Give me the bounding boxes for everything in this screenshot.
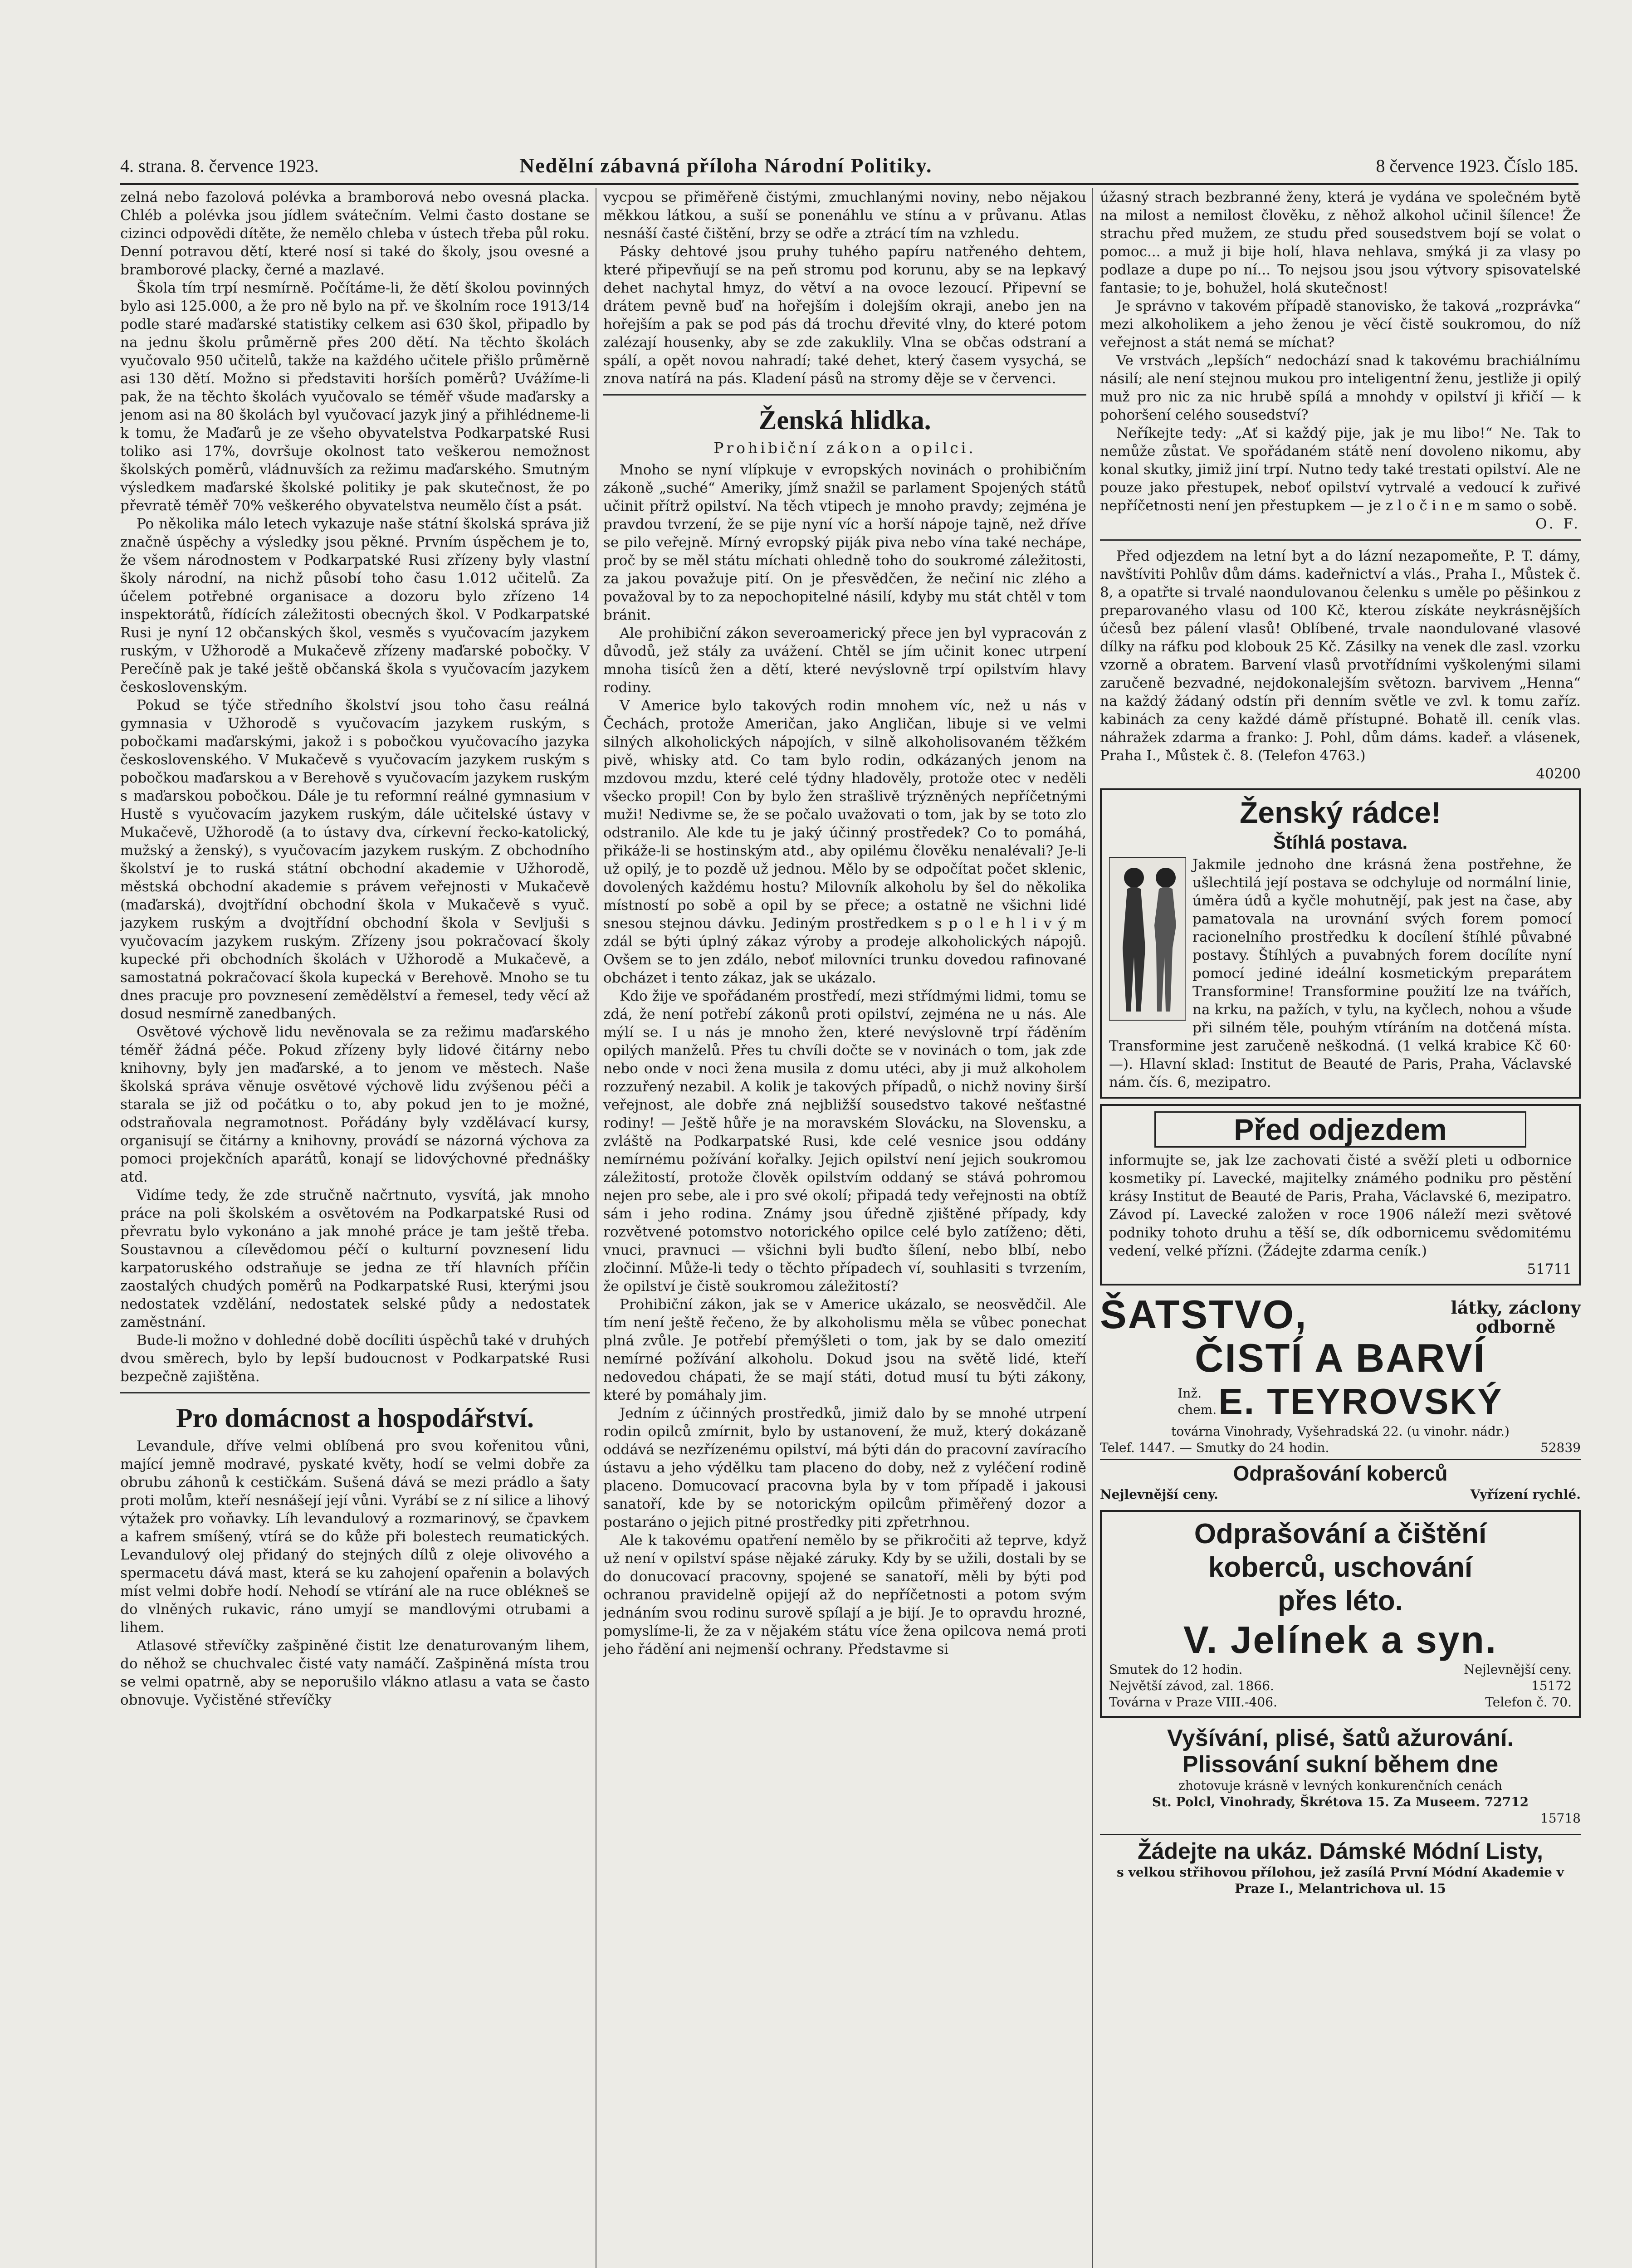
ad-info: Telefon č. 70.: [1485, 1695, 1572, 1710]
section-subtitle: Prohibiční zákon a opilci.: [713, 439, 976, 457]
ad-line: ČISTÍ A BARVÍ: [1194, 1335, 1486, 1380]
ad-vysivani: [1100, 1723, 1581, 1828]
paragraph: Mnoho se nyní vlípkuje v evropských novinách o prohibičním zákoně „suché“ Ameriky, jímž snažil se parlament Spojených států učinit přítrž opilství. Na těch vtipech je mnoho pravdy; zejména je pravdou tvrzení, že se pije nyní víc a horší nápoje tajně, než dříve se pilo veřejně. Mírný evropský piják piva nebo vína také nechápe, proč by se měl státu míchati ohledně toho do soukromé záležitosti, za jakou považuje pití. On je přesvědčen, že nečiní nic zlého a považoval by to za nepochopitelné násilí, kdyby mu stát chtěl v tom bránit.: [603, 462, 1086, 623]
section-divider: [603, 394, 1086, 396]
ad-line: Odprašování a čištění: [1194, 1518, 1487, 1549]
paragraph: vycpou se přiměřeně čistými, zmuchlanými noviny, nebo nějakou měkkou látkou, a suší se ponenáhlu ve stínu a v průvanu. Atlas nesnáší časté čištění, brzy se odře a ztrácí tím na vzhledu.: [603, 189, 1086, 242]
section-divider: [1100, 539, 1581, 541]
paragraph: Levandule, dříve velmi oblíbená pro svou kořenitou vůni, mající jemně modravé, pyskaté květy, hodí se velmi dobře za obrubu záhonů k cestičkám. Sušená dává se mezi prádlo a šaty proti molům, kteří nesnášejí její vůni. Vyrábí se z ní silice a lihový výtažek pro voňavky. Líh levandulový a rozmarinový, se čpavkem a kafrem smíšený, vtírá se do kůže při bolestech reumatických. Levandulový olej přidaný do stejných dílů z oleje olivového a spermacetu dává mast, která se ku zahojení opařenin a bolavých míst velmi dobře hodí. Nehodí se vtírání ale na ruce oblékneš se do vlněných rukavic, ráno umyjí se mandlovými otrubami a lihem.: [120, 1438, 590, 1636]
ad-line: St. Polcl, Vinohrady, Škrétova 15. Za Museem. 72712: [1152, 1794, 1529, 1809]
ad-title: Ženský rádce!: [1240, 796, 1441, 829]
column-3: [1100, 188, 1581, 2268]
header-rule: [120, 183, 1578, 185]
notice-pohl: Před odjezdem na letní byt a do lázní nezapomeňte, P. T. dámy, navštíviti Pohlův dům dáms. kadeřnictví a vlás., Praha I., Můstek č. 8, a opatřte si trvalé naondulovanou čelenku s uměle po pěšinkou z preparovaného vlasu od 100 Kč, kterou získáte neykrásnějších účesů bez pálení vlasů! Oblíbené, trvale naondulované vlasové dílky na ráfku pod klobouk 25 Kč. Zásilky na venek dle zasl. vzorku vzorně a obratem. Barvení vlasů prvotřídními vyškolenými silami zaručeně bezvadné, nejdokonalejším světozn. barvivem „Henna“ na každý žádaný odstín při denním světle ve zvl. k tomu zaříz. kabinách za ceny každé dámě přístupné. Bohatě ill. ceník vlas. náhražek zdarma a franko: J. Pohl, dům dáms. kadeř. a vlásenek, Praha I., Můstek č. 8. (Telefon 4763.): [1100, 548, 1581, 764]
ad-line: zhotovuje krásně v levných konkurenčních cenách: [1178, 1778, 1503, 1793]
paragraph: Je správno v takovém případě stanovisko, že taková „rozprávka“ mezi alkoholikem a jeho ženou je věcí čistě soukromou, do níž veřejnost a stát nemá se míchat?: [1100, 298, 1581, 351]
ad-before-departure: [1100, 1104, 1581, 1286]
paragraph: Ale prohibiční zákon severoamerický přece jen byl vypracován z důvodů, jež stály za uvážení. Chtěl se jím učinit konec utrpení mnoha tisíců žen a dětí, které nevýslovně trpí opilstvím hlavy rodiny.: [603, 625, 1086, 696]
ad-headline: ŠATSTVO,: [1100, 1292, 1308, 1337]
ad-items-2: odborně: [1476, 1316, 1556, 1337]
ad-number: 15718: [1540, 1811, 1581, 1826]
ad-number: 15172: [1531, 1678, 1572, 1693]
paragraph: Jedním z účinných prostředků, jimiž dalo by se mnohé utrpení rodin opilců zmírnit, bylo by ustanovení, že muž, který dokázaně oddává se nezřízenému opilství, má býti dán do pracovní zavíracího ústavu a jeho výdělku tam placeno do doby, než z vyléčení rodině placeno. Domucovací pracovna byla by v tom případě i jakousi sanatoří, kde by se notorickým opilcům přiměřený dozor a postaráno o jejich pitné prostředky piti zpřetrhnou.: [603, 1405, 1086, 1530]
column-rule: [1092, 188, 1093, 2268]
ad-teyrovsky: [1100, 1291, 1581, 1505]
ad-phone: Telef. 1447. — Smutky do 24 hodin.: [1100, 1440, 1329, 1455]
paragraph: V Americe bylo takových rodin mnohem víc, než u nás v Čechách, protože Američan, jako Angličan, libuje si ve velmi silných alkoholických nápojích, v silně alkoholisovaném těžkém pivě, whisky atd. Co tam bylo rodin, odkázaných jenom na mzdovou mzdu, které celé týdny hladověly, protože otec v neděli všecko propil! Con by bylo žen strašlivě trýzněných nepříčetnými muži! Nedivme se, že se počalo uvažovati o tom, jak by se toto zlo odstranilo. Ale kde tu je jaký účinný prostředek? Co to pomáhá, přikáže-li se hostinským atd., aby opilému člověku nenalévali? Je-li už opilý, je to pozdě už jednou. Mělo by se odpočítat počet sklenic, dovolených každému hostu? Milovník alkoholu by šel do několika místností po sobě a opil by se přece; a ostatně ne všichni lidé snesou stejnou dávku. Jediným prostředkem s p o l e h l i v ý m zdál se býti úplný zákaz výroby a prodeje alkoholických nápojů. Ovšem se to jen zdálo, neboť milovníci trunku dovedou rafinované obcházet i tento zákaz, jak se ukázalo.: [603, 698, 1086, 986]
paragraph: Osvětové výchově lidu nevěnovala se za režimu maďarského téměř žádná péče. Pokud zřízeny byly lidové čitárny nebo knihovny, byly jen maďarské, a to jenom ve městech. Naše školská správa věnuje osvětové výchově lidu zvýšenou péči a starala se již od počátku o to, aby pokud jen to je možné, odstraňovala negramotnost. Pořádány byly vzdělávací kursy, organisují se čitárny a knihovny, provádí se názorná výchova za pomoci projekčních aparátů, konají se lidovýchovné přednášky atd.: [120, 1024, 590, 1185]
section-divider: [120, 1392, 590, 1393]
ad-company: E. TEYROVSKÝ: [1218, 1381, 1503, 1422]
ad-footer: Odprašování koberců: [1100, 1459, 1581, 1486]
ad-number: 51711: [1527, 1261, 1572, 1277]
ad-line: Plissování sukní během dne: [1182, 1751, 1499, 1778]
paragraph: Ve vrstvách „lepších“ nedochází snad k takovému brachiálnímu násilí; ale není stejnou mukou pro inteligentní ženu, jestliže ji opilý muž pro nic za nic hrubě spílá a mnohdy v opilství ji křičí — k pohoršení celého sousedství?: [1100, 352, 1581, 423]
header-left: 4. strana. 8. července 1923.: [120, 156, 319, 176]
ad-items: látky, záclony: [1451, 1297, 1581, 1318]
paragraph: Pásky dehtové jsou pruhy tuhého papíru natřeného dehtem, které připevňují se na peň stromu pod korunu, aby se na lepkavý dehet nachytal hmyz, do větví a na ovoce lezoucí. Připevní se drátem pevně buď na hořejším i dolejším okraji, anebo jen na hořejším a pak se pod pás dá trochu dřevité vlny, do které potom zalézají housenky, aby se zde zakuklily. Vlna se občas odstraní a spálí, a opět novou nahradí; také dehet, který časem vysychá, se znova natírá na pás. Kladení pásů na stromy děje se v červenci.: [603, 244, 1086, 387]
paragraph: Kdo žije ve spořádaném prostředí, mezi střídmými lidmi, tomu se zdá, že není potřebí zákonů proti opilství, zejména ne u nás. Ale mýlí se. I u nás je mnoho žen, které nevýslovně trpí řáděním opilých manželů. Přes tu chvíli dočte se v novinách o tom, jak zde nebo onde v noci žena musila z domu utéci, aby ji muž alkoholem rozzuřený nezabil. A kolik je takových případů, o nichž noviny širší veřejnost, ale dobře zná nejbližší sousedstvo takové nešťastné rodiny! — Ještě hůře je na moravském Slovácku, na Slovensku, a zvláště na Podkarpatské Rusi, kde celé vesnice jsou oddány nemírnému požívání kořalky. Jejich opilství není jejich soukromou záležitostí, protože člověk opilstvím oddaný se stává pohromou nejen pro sebe, ale i pro své okolí; připadá tedy veřejnosti na obtíž sám i jeho rodina. Známy jsou úředně zjištěné případy, kdy rozvětvené potomstvo notorického opilce celé bylo zatíženo; děti, vnuci, pravnuci — všichni byli buďto šílení, nebo blbí, nebo zločinní. Může-li tedy o těchto případech ví, souhlasiti s tvrzením, že opilství je čistě soukromou záležitostí?: [603, 988, 1086, 1295]
paragraph: úžasný strach bezbranné ženy, která je vydána ve společném bytě na milost a nemilost člověku, z něhož alkohol učinil šílence! Že strachu před mužem, ze studu před sousedstvem bojí se volat o pomoc... a muž ji bije holí, hlava nehlava, smýká ji za vlasy po podlaze a dupe po ní... To nejsou jsou jsou výtvory spisovatelské fantasie; to je, bohužel, holá skutečnost!: [1100, 189, 1581, 296]
ad-number: 52839: [1540, 1440, 1581, 1455]
section-title-womens-watch: Ženská hlidka.: [758, 405, 931, 435]
paragraph: Škola tím trpí nesmírně. Počítáme-li, že dětí školou povinných bylo asi 125.000, a že pro ně bylo na př. ve školním roce 1913/14 podle staré maďarské statistiky celkem asi 630 škol, připadlo by na jednu školu průměrně přes 200 dětí. Na těchto školách vyučovalo 950 učitelů, takže na každého učitele přišlo průměrně asi 130 dětí. Možno si představiti horších poměrů? Uvážíme-li pak, že na těchto školách vyučovalo se téměř všude maďarsky a jenom asi na 80 školách byl vyučovací jazyk jiný a přihlédneme-li k tomu, že Maďarů je ze všeho obyvatelstva Podkarpatské Rusi toliko asi 17%, dovršuje okolnost tato veškerou nemožnost školských poměrů, vládnuvších za režimu maďarského. Smutným výsledkem maďarské školské politiky je pak skutečnost, že po převratě téměř 70% veškerého obyvatelstva neumělo číst a psát.: [120, 280, 590, 514]
ad-prefix: Inž. chem.: [1178, 1386, 1217, 1417]
paragraph: Neříkejte tedy: „Ať si každý pije, jak je mu libo!“ Ne. Tak to nemůže zůstat. Ve spořádaném státě není dovoleno nikomu, aby konal skutky, jimiž jiní trpí. Nutno tedy také trestati opilství. Ale ne pouze jako přestupek, neboť opilství vytrvalé a vedoucí k zuřivé nepříčetnosti není jen přestupkem — je z l o č i n e m samo o sobě.: [1100, 425, 1581, 514]
ad-text: Jakmile jednoho dne krásná žena postřehne, že ušlechtilá její postava se odchyluje od normální linie, úměra údů a kyčle mohutnějí, pak jest na čase, aby pamatovala na urovnání svých forem pomocí racionelního prostředku k docílení štíhlé půvabné postavy. Štíhlých a puvabných forem docílíte nyní pomocí jediné ideální kosmetickým preparátem Transformine! Transformine použití lze na tvářích, na krku, na pažích, v tylu, na kyčlech, nohou a všude při silném těle, pouhým vtíráním na dotčená místa. Transformine jest zaručeně neškodná. (1 velká krabice Kč 60·—). Hlavní sklad: Institut de Beauté de Paris, Praha, Václavské nám. čís. 6, mezipatro.: [1109, 856, 1572, 1090]
ad-info: Továrna v Praze VIII.-406.: [1109, 1695, 1277, 1710]
ad-womens-advisor: [1100, 788, 1581, 1099]
ad-title: Před odjezdem: [1154, 1111, 1526, 1148]
ad-fashion-magazine: [1100, 1834, 1581, 1900]
paragraph: Atlasové střevíčky zašpiněné čistit lze denaturovaným lihem, do něhož se chuchvalec čisté vaty namáčí. Zašpiněná místa trou se velmi opatrně, aby se neporušilo vlákno atlasu a vata se často obnovuje. Vyčistěné střevíčky: [120, 1637, 590, 1708]
paragraph: Ale k takovému opatření nemělo by se přikročiti až teprve, když už není v opilství spáse nějaké záruky. Kdy by se užili, dostali by se do donucovací pracovny, spojené se sanatoří, měli by býti pod ochranou pravidelně opijejí až do nepříčetnosti a potom svým jednáním svou rodinu surově spílají a je bijí. Je to opravdu hrozné, pomyslíme-li, že za v nějakém státu více žena opilcova nemá proti jeho řádění ani nejmenší ochrany. Představme si: [603, 1532, 1086, 1657]
ad-info: Nejlevnější ceny.: [1464, 1662, 1572, 1677]
paragraph: Pokud se týče středního školství jsou toho času reálná gymnasia v Užhorodě s vyučovacím jazykem ruským, s pobočkami maďarskými, jakož i s pobočkou vyučovacího jazyka československého. V Mukačevě s vyučovacím jazykem ruským s pobočkou maďarskou a v Berehově s vyučovacím jazykem ruským s maďarskou pobočkou. Dále je tu reformní reálné gymnasium v Hustě s vyučovacím jazykem ruským, dále učitelské ústavy v Mukačevě, Užhorodě (a to ústavy dva, církevní řecko-katolický, mužský a ženský), s vyučovacím jazykem ruským. Z obchodního školství je to ruská státní obchodní akademie v Užhorodě, městská obchodní akademie s právem veřejnosti v Mukačevě (maďarská), dvojtřídní obchodní škola v Mukačevě s vyuč. jazykem ruským a dvojtřídní obchodní škola v Sevljuši s vyučovacím jazykem ruským. Zřízeny jsou pokračovací školy kupecké při obchodních školách v Užhorodě a Mukačevě, a samostatná pokračovací škola kupecká v Berehově. Mnoho se tu dnes pracuje pro povznesení zemědělství a řemesel, tedy věcí až dosud nesmírně zanedbaných.: [120, 697, 590, 1022]
ad-title: Žádejte na ukáz. Dámské Módní Listy,: [1138, 1838, 1543, 1864]
notice-number: 40200: [1536, 766, 1581, 782]
paragraph: Vidíme tedy, že zde stručně načrtnuto, vysvítá, jak mnoho práce na poli školském a osvětovém na Podkarpatské Rusi od převratu bylo vykonáno a jak mnohé práce je tam ještě třeba. Soustavnou a cílevědomou péčí o kulturní povznesení lidu karpatoruského odstraňuje se jedna ze tří hlavních příčin zaostalých chudých poměrů na Podkarpatské Rusi, kterými jsou nedostatek vzdělání, nedostatek selské půdy a nedostatek zaměstnání.: [120, 1187, 590, 1330]
ad-text: informujte se, jak lze zachovati čisté a svěží pleti u odbornice kosmetiky pí. Lavecké, majitelky známého podniku pro pěstění krásy Institut de Beauté de Paris, Praha, Václavské 6, mezipatro. Závod pí. Lavecké založen v roce 1906 náleží mezi světové podniky tohoto druhu a těší se, dík odbornicemu svědomitému vedení, velké přízni. (Žádejte zdarma ceník.): [1109, 1152, 1572, 1259]
woman-silhouette-icon: [1109, 857, 1186, 1021]
ad-line: koberců, uschování: [1208, 1552, 1473, 1583]
ad-address: továrna Vinohrady, Vyšehradská 22. (u vinohr. nádr.): [1171, 1424, 1510, 1439]
page-header: [120, 153, 1578, 180]
ad-info: Největší závod, zal. 1866.: [1109, 1678, 1274, 1693]
ad-footer-3: Vyřízení rychlé.: [1470, 1487, 1581, 1502]
ad-company: V. Jelínek a syn.: [1183, 1618, 1498, 1661]
ad-line: Vyšívání, plisé, šatů ažurování.: [1167, 1725, 1514, 1751]
article-signature: O. F.: [1535, 516, 1581, 532]
ad-jelinek: [1100, 1510, 1581, 1718]
header-center: Nedělní zábavná příloha Národní Politiky.: [519, 154, 933, 177]
ad-text: s velkou střihovou přílohou, jež zasílá První Módní Akademie v Praze I., Melantrichova ul. 15: [1117, 1865, 1564, 1896]
ad-info: Smutek do 12 hodin.: [1109, 1662, 1243, 1677]
ad-subtitle: Štíhlá postava.: [1273, 831, 1408, 853]
ad-line: přes léto.: [1278, 1585, 1403, 1617]
paragraph: Po několika málo letech vykazuje naše státní školská správa již značně úspěchy a výsledky jsou pěkné. Prvním úspěchem je to, že všem národnostem v Podkarpatské Rusi zřízeny byly vlastní školy národní, na nichž působí toho času 1.012 učitelů. Za účelem potřebné organisace a dozoru bylo zřízeno 14 inspektorátů, řídících záležitosti obecných škol. V Podkarpatské Rusi je nyní 12 občanských škol, vesměs s vyučovacím jazykem ruským, v Užhorodě a Mukačevě zřízeny maďarské pobočky. V Perečíně pak je také ještě občanská škola s vyučovacím jazykem československým.: [120, 516, 590, 695]
column-2: [603, 188, 1086, 2268]
ad-footer-2: Nejlevnější ceny.: [1100, 1487, 1218, 1502]
paragraph: Bude-li možno v dohledné době docíliti úspěchů také v druhých dvou směrech, bylo by lepší budoucnost v Podkarpatské Rusi bezpečně zajištěna.: [120, 1332, 590, 1385]
column-1: [120, 188, 590, 2268]
header-right: 8 července 1923. Číslo 185.: [1376, 156, 1578, 176]
paragraph: zelná nebo fazolová polévka a bramborová nebo ovesná placka. Chléb a polévka jsou jídlem svátečním. Velmi často dostane se cizinci odpovědi dítěte, že nemělo chleba v ústech třeba půl roku. Denní potravou dětí, které nosí si také do školy, jsou ovesné a bramborové placky, černé a mazlavé.: [120, 189, 590, 278]
paragraph: Prohibiční zákon, jak se v Americe ukázalo, se neosvědčil. Ale tím není ještě řečeno, že by alkoholismu měla se vůbec ponechat plná zvůle. Je potřebí přemýšleti o tom, jak by se dalo omezití nemírné požívání alkoholu. Dokud jsou na světě lidé, kteří nedovedou chápati, že se mají státi, dotud musí tu býti zákony, které by pomáhaly jim.: [603, 1296, 1086, 1403]
section-title-household: Pro domácnost a hospodářství.: [176, 1403, 534, 1433]
